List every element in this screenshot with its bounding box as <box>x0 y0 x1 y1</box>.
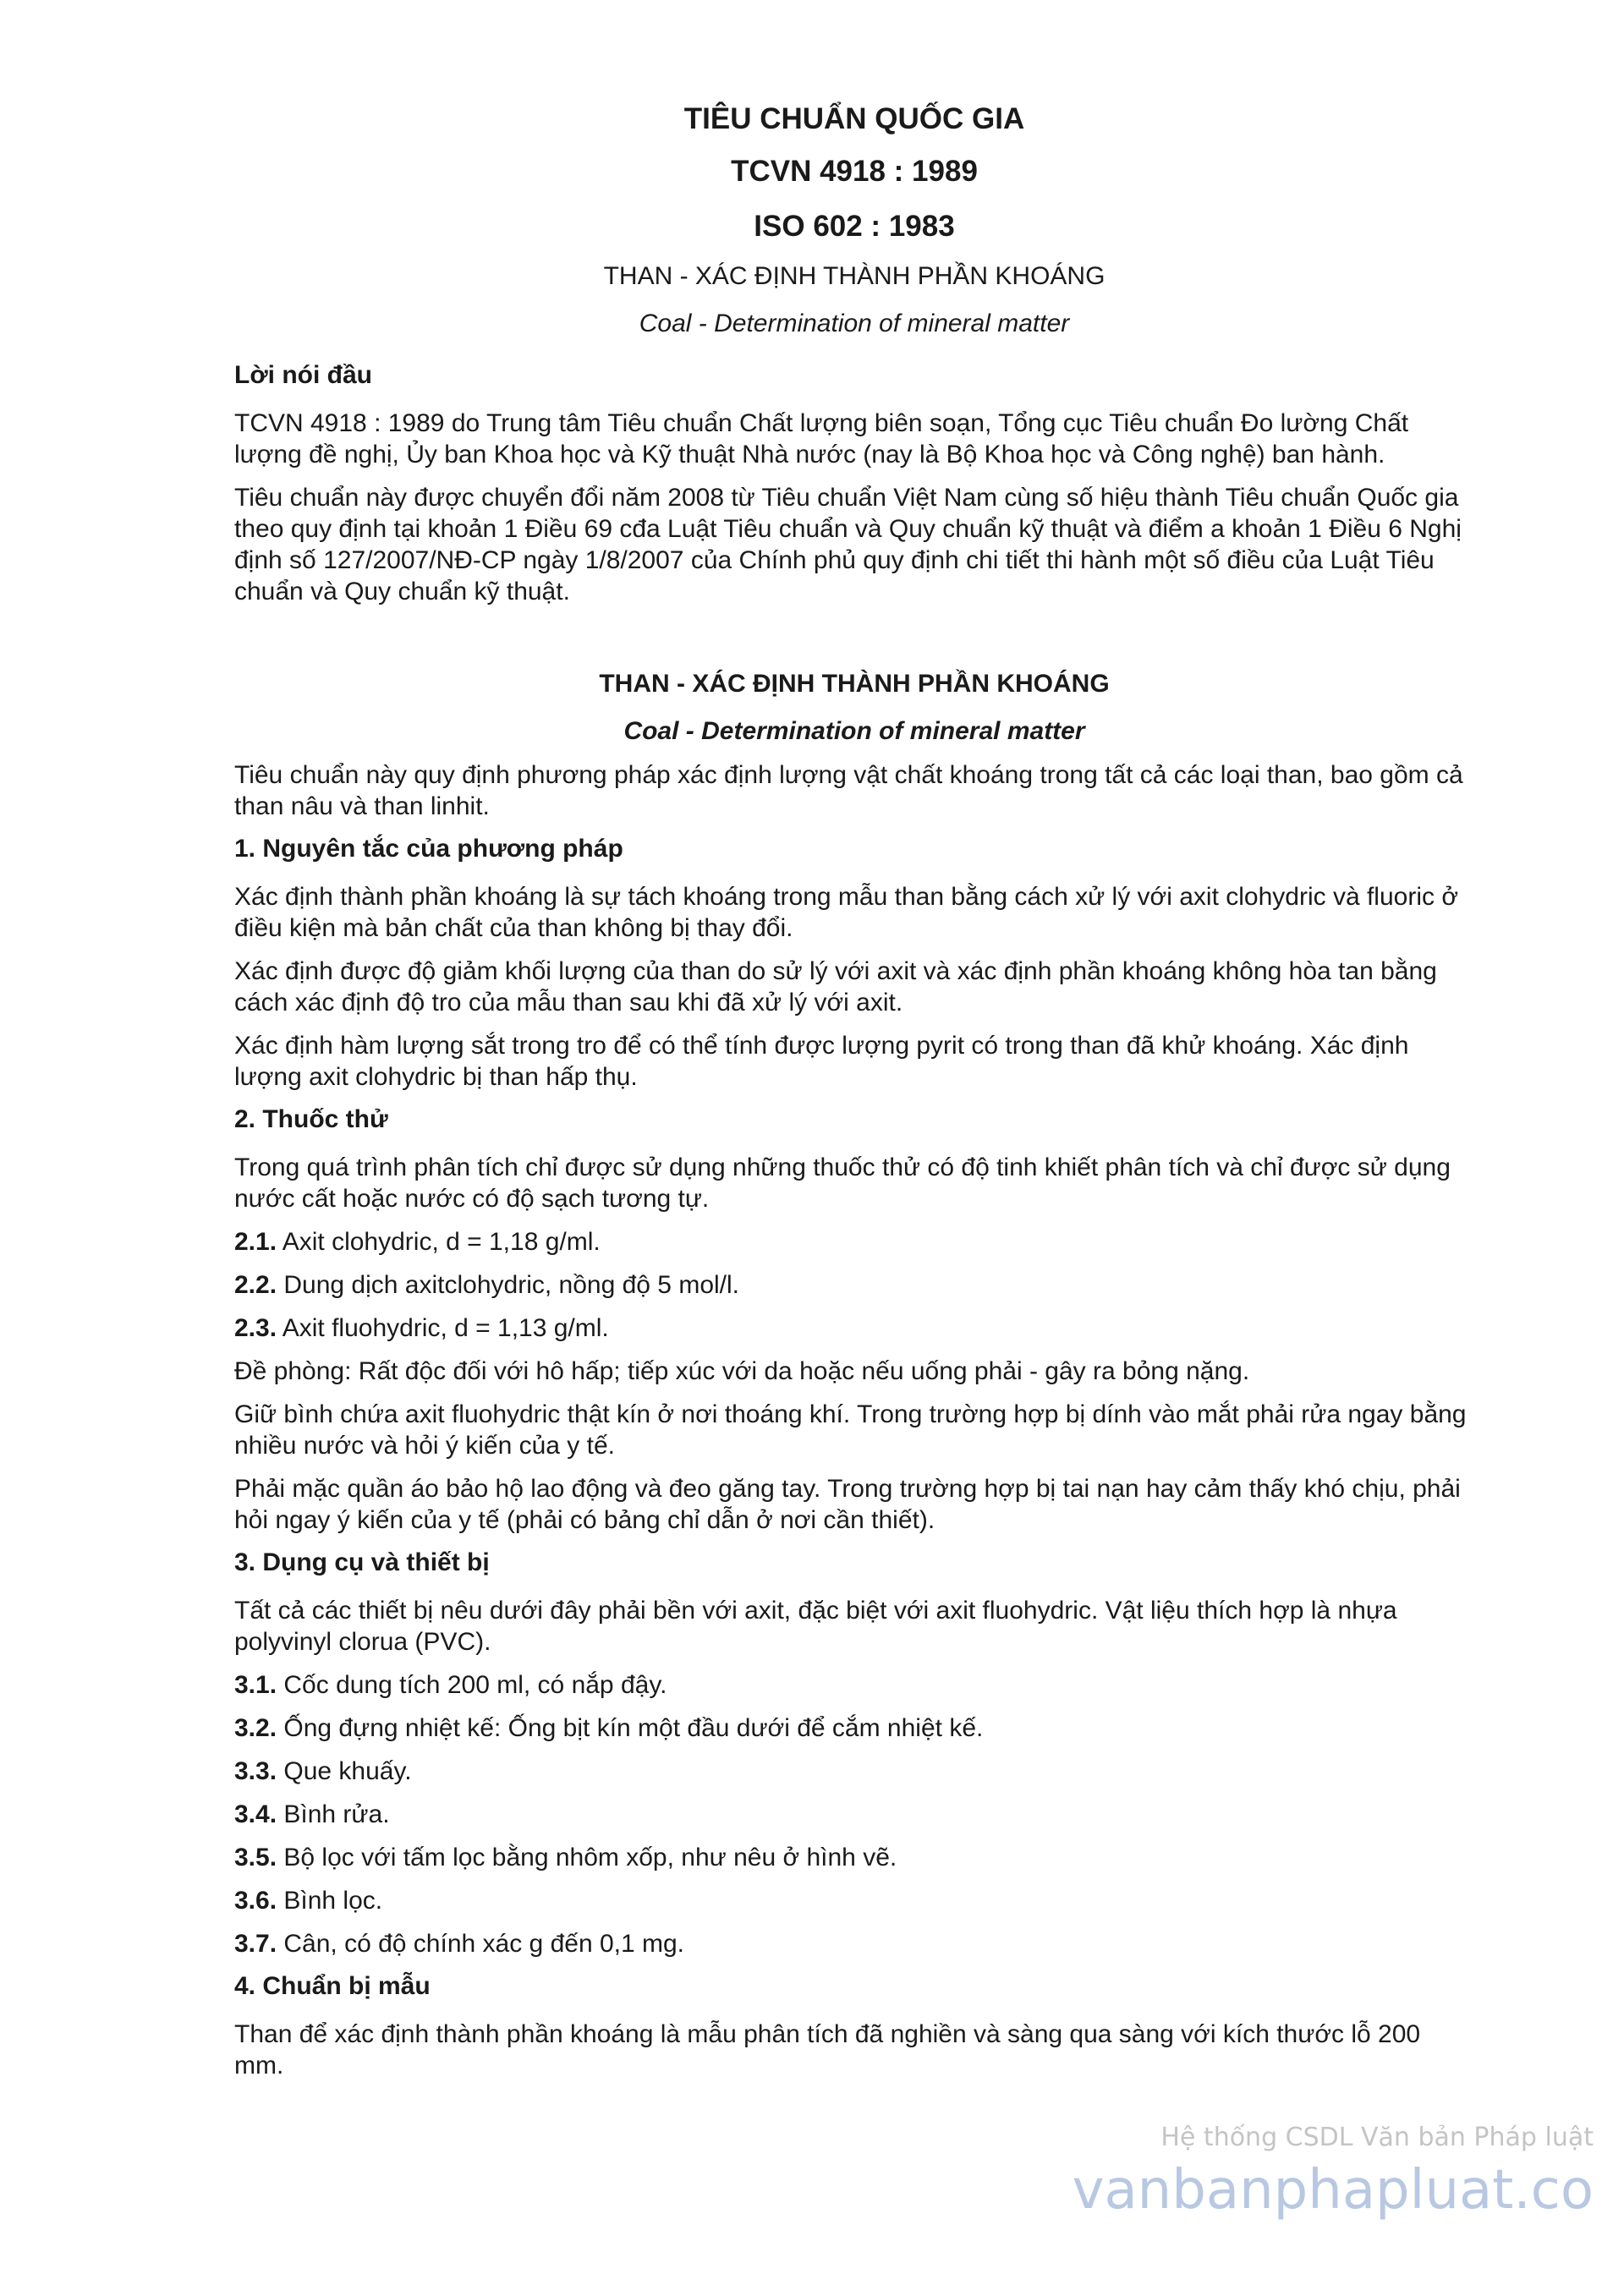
watermark-caption: Hệ thống CSDL Văn bản Pháp luật <box>1160 2123 1594 2152</box>
section-4-paragraph-1: Than để xác định thành phần khoáng là mẫu phân tích đã nghiền và sàng qua sàng với kích thước lỗ 200 mm. <box>234 2020 1421 2080</box>
section-1-paragraph-1: Xác định thành phần khoáng là sự tách khoáng trong mẫu than bằng cách xử lý với axit clohydric và fluoric ở điều kiện mà bản chất của than không bị thay đổi. <box>234 883 1459 942</box>
section-4-heading: 4. Chuẩn bị mẫu <box>234 1972 431 2000</box>
body-title-en: Coal - Determination of mineral matter <box>623 717 1085 745</box>
item-number: 2.3. <box>234 1314 277 1342</box>
warning-paragraph-1: Đề phòng: Rất độc đối với hô hấp; tiếp xúc với da hoặc nếu uống phải - gây ra bỏng nặng. <box>234 1357 1250 1385</box>
item-number: 3.7. <box>234 1930 277 1958</box>
item-text: Cốc dung tích 200 ml, có nắp đậy. <box>277 1671 667 1699</box>
list-item <box>234 1712 1474 1744</box>
item-text: Axit clohydric, d = 1,18 g/ml. <box>277 1228 601 1256</box>
list-item <box>234 1269 1474 1301</box>
section-1-paragraph-2: Xác định được độ giảm khối lượng của than do sử lý với axit và xác định phần khoáng không hòa tan bằng cách xác định độ tro của mẫu than sau khi đã xử lý với axit. <box>234 957 1437 1016</box>
list-item <box>234 1226 1474 1258</box>
list-item <box>234 1842 1474 1873</box>
section-1-paragraph-3: Xác định hàm lượng sắt trong tro để có thể tính được lượng pyrit có trong than đã khử khoáng. Xác định lượng axit clohydric bị than hấp thụ. <box>234 1032 1409 1091</box>
item-number: 3.4. <box>234 1800 277 1828</box>
item-number: 3.1. <box>234 1671 277 1699</box>
section-1-heading: 1. Nguyên tắc của phương pháp <box>234 835 623 863</box>
warning-paragraph-3: Phải mặc quần áo bảo hộ lao động và đeo găng tay. Trong trường hợp bị tai nạn hay cảm thấy khó chịu, phải hỏi ngay ý kiến của y tế (phải có bảng chỉ dẫn ở nơi cần thiết). <box>234 1475 1461 1534</box>
item-number: 3.6. <box>234 1887 277 1915</box>
body-title: THAN - XÁC ĐỊNH THÀNH PHẦN KHOÁNG <box>599 670 1110 698</box>
item-text: Bình rửa. <box>277 1800 390 1828</box>
item-text: Bộ lọc với tấm lọc bằng nhôm xốp, như nêu ở hình vẽ. <box>277 1844 897 1871</box>
list-item <box>234 1669 1474 1701</box>
item-number: 3.5. <box>234 1844 277 1871</box>
doc-title: TIÊU CHUẨN QUỐC GIA <box>683 102 1025 135</box>
watermark-site: vanbanphapluat.co <box>1072 2159 1594 2222</box>
item-number: 3.3. <box>234 1757 277 1785</box>
section-2-intro: Trong quá trình phân tích chỉ được sử dụng những thuốc thử có độ tinh khiết phân tích và chỉ được sử dụng nước cất hoặc nước có độ sạch tương tự. <box>234 1153 1451 1213</box>
doc-subtitle: THAN - XÁC ĐỊNH THÀNH PHẦN KHOÁNG <box>603 262 1106 290</box>
scope-paragraph: Tiêu chuẩn này quy định phương pháp xác định lượng vật chất khoáng trong tất cả các loại than, bao gồm cả than nâu và than linhit. <box>234 761 1463 820</box>
document-page <box>234 85 1474 2081</box>
list-item <box>234 1885 1474 1916</box>
section-3-intro: Tất cả các thiết bị nêu dưới đây phải bền với axit, đặc biệt với axit fluohydric. Vật liệu thích hợp là nhựa polyvinyl clorua (PVC). <box>234 1597 1397 1656</box>
item-text: Dung dịch axitclohydric, nồng độ 5 mol/l. <box>277 1271 740 1299</box>
doc-code: TCVN 4918 : 1989 <box>731 155 978 188</box>
item-number: 2.1. <box>234 1228 277 1256</box>
section-2-heading: 2. Thuốc thử <box>234 1105 388 1133</box>
item-text: Bình lọc. <box>277 1887 383 1915</box>
doc-iso: ISO 602 : 1983 <box>754 210 955 243</box>
item-text: Axit fluohydric, d = 1,13 g/ml. <box>277 1314 609 1342</box>
item-text: Cân, có độ chính xác g đến 0,1 mg. <box>277 1930 685 1958</box>
list-item <box>234 1928 1474 1959</box>
item-number: 3.2. <box>234 1714 277 1742</box>
item-text: Ống đựng nhiệt kế: Ống bịt kín một đầu dưới để cắm nhiệt kế. <box>277 1714 984 1742</box>
section-3-heading: 3. Dụng cụ và thiết bị <box>234 1548 490 1576</box>
doc-subtitle-en: Coal - Determination of mineral matter <box>639 310 1070 337</box>
item-number: 2.2. <box>234 1271 277 1299</box>
item-text: Que khuấy. <box>277 1757 412 1785</box>
warning-paragraph-2: Giữ bình chứa axit fluohydric thật kín ở nơi thoáng khí. Trong trường hợp bị dính vào mắt phải rửa ngay bằng nhiều nước và hỏi ý kiến của y tế. <box>234 1400 1467 1460</box>
spacer <box>234 607 1474 660</box>
foreword-heading: Lời nói đầu <box>234 361 372 389</box>
foreword-paragraph-1: TCVN 4918 : 1989 do Trung tâm Tiêu chuẩn Chất lượng biên soạn, Tổng cục Tiêu chuẩn Đo lường Chất lượng đề nghị, Ủy ban Khoa học và Kỹ thuật Nhà nước (nay là Bộ Khoa học và Công nghệ) ban hành. <box>234 409 1409 469</box>
list-item <box>234 1312 1474 1344</box>
list-item <box>234 1756 1474 1787</box>
list-item <box>234 1799 1474 1830</box>
foreword-paragraph-2: Tiêu chuẩn này được chuyển đổi năm 2008 từ Tiêu chuẩn Việt Nam cùng số hiệu thành Tiêu chuẩn Quốc gia theo quy định tại khoản 1 Điều 69 cđa Luật Tiêu chuẩn và Quy chuẩn kỹ thuật và điểm a khoản 1 Điều 6 Nghị định số 127/2007/NĐ-CP ngày 1/8/2007 của Chính phủ quy định chi tiết thi hành một số điều của Luật Tiêu chuẩn và Quy chuẩn kỹ thuật. <box>234 484 1462 606</box>
